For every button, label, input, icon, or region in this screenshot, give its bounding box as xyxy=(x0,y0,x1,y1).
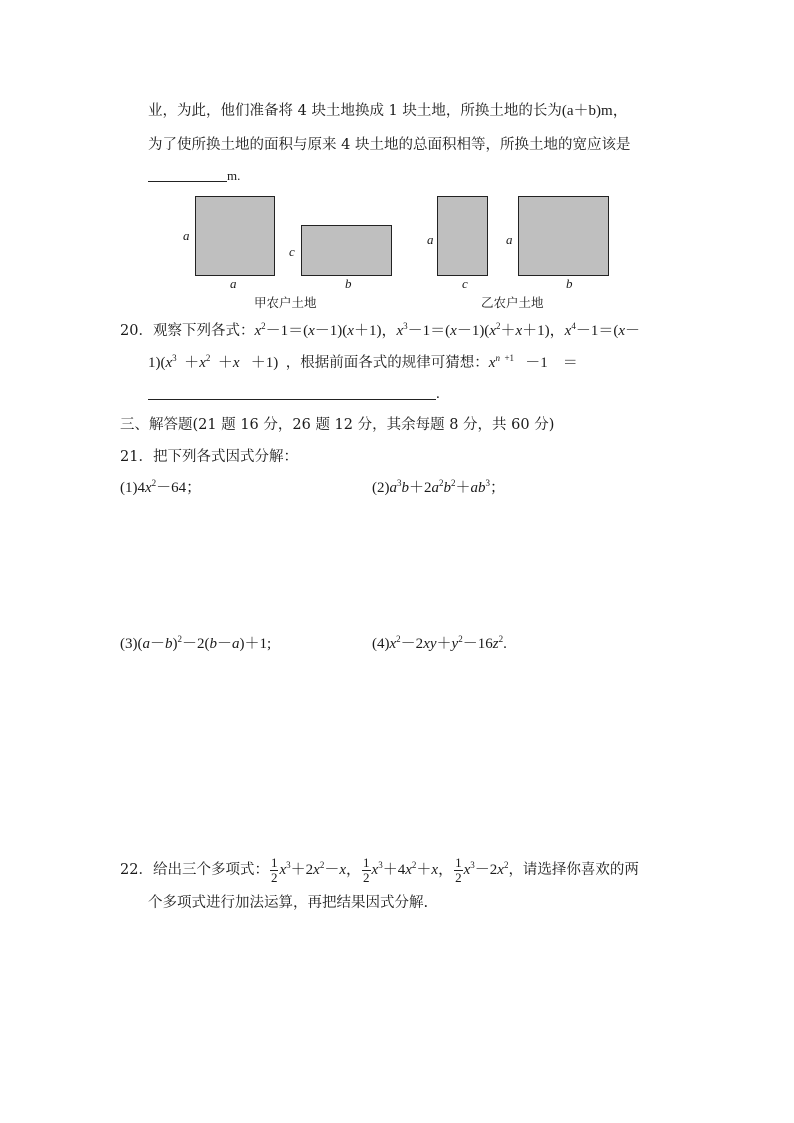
q19-line3 xyxy=(148,166,240,186)
q21-part1-label: (1) xyxy=(120,480,138,496)
q19-unit: m. xyxy=(227,168,241,183)
section3-heading: 三、解答题(21 题 16 分，26 题 12 分，其余每题 8 分，共 60 分) xyxy=(120,417,555,433)
q22-line2: 个多项式进行加法运算，再把结果因式分解. xyxy=(148,895,429,911)
q19-line1-math: (a＋b)m， xyxy=(561,103,628,119)
q20-line1 xyxy=(120,321,640,341)
q22-poly3: $\frac{1}{2}$ $x^3-2x^2$ xyxy=(455,855,509,886)
q22-poly2: $\frac{1}{2}$ $x^3+4x^2+x$， xyxy=(363,855,454,886)
q20-answer-blank[interactable] xyxy=(148,385,436,400)
q21-part4-expr: $x^2-2xy+y^2-16z^2$. xyxy=(389,634,507,652)
q21-part1 xyxy=(120,478,201,498)
q20-guess-expr: $x^{n +1} -1$ ＝ xyxy=(488,353,578,371)
q21-part4 xyxy=(372,634,507,654)
yi-rect-bottom-label: c xyxy=(462,276,468,291)
q22-line1-suffix: ，请选择你喜欢的两 xyxy=(508,862,639,878)
q21-part3 xyxy=(120,634,271,654)
yi-rect-ab-left-label: a xyxy=(506,232,513,247)
q19-line1-text: 业，为此，他们准备将 4 块土地换成 1 块土地，所换土地的长为 xyxy=(148,103,562,119)
q22-prefix: 22．给出三个多项式： xyxy=(120,862,269,878)
q19-line2 xyxy=(148,135,630,155)
yi-rect-ac xyxy=(437,196,488,276)
q20-end-period: . xyxy=(436,386,440,402)
q21-prompt: 21．把下列各式因式分解： xyxy=(120,449,298,465)
q22-poly2-frac: $\frac{1}{2}$ xyxy=(363,855,370,886)
q19-line2-text: 为了使所换土地的面积与原来 4 块土地的总面积相等，所换土地的宽应该是 xyxy=(148,137,631,153)
q22-poly1-frac: $\frac{1}{2}$ xyxy=(270,855,278,886)
q20-prefix: 20．观察下列各式： xyxy=(120,323,255,339)
jia-square-aa xyxy=(195,196,275,276)
q22-poly1: $\frac{1}{2}$ $x^3+2x^2-x$， xyxy=(270,855,362,886)
jia-rect-cb xyxy=(301,225,392,276)
caption-jia: 甲农户土地 xyxy=(254,295,317,310)
q20-suffix-text: ，根据前面各式的规律可猜想： xyxy=(285,355,489,371)
q21-part2-expr: $a^3b+2a^2b^2+ab^3$； xyxy=(389,478,506,496)
jia-square-bottom-label: a xyxy=(230,276,237,291)
jia-square-left-label: a xyxy=(183,228,190,243)
yi-rect-left-label: a xyxy=(427,232,434,247)
caption-yi: 乙农户土地 xyxy=(481,295,544,310)
q21-part2-label: (2) xyxy=(372,480,390,496)
q21-part3-expr: $(a-b)^2-2(b-a)+1$; xyxy=(137,634,272,652)
jia-rect-left-label: c xyxy=(289,244,295,259)
q22-poly3-frac: $\frac{1}{2}$ xyxy=(455,855,462,886)
q20-line2 xyxy=(148,353,578,373)
q20-formulas-line1: $x^2-1=(x-1)(x+1)$，$x^3-1=(x-1)(x^2+x+1)$，$x^4-1=(x-$ xyxy=(254,321,641,339)
q19-answer-blank[interactable] xyxy=(148,167,227,182)
q22-line1 xyxy=(120,855,639,885)
yi-rect-ab-bottom-label: b xyxy=(566,276,573,291)
q20-line3 xyxy=(148,384,440,404)
yi-rect-ab xyxy=(518,196,609,276)
q21-part3-label: (3) xyxy=(120,636,138,652)
q20-formula-line2: $1)(x^3 +x^2 +x +1)$ xyxy=(148,353,286,371)
q21-part2 xyxy=(372,478,505,498)
q19-line1 xyxy=(148,101,628,121)
q21-part1-expr: $4x^2-64$； xyxy=(137,478,202,496)
q21-part4-label: (4) xyxy=(372,636,390,652)
jia-rect-bottom-label: b xyxy=(345,276,352,291)
